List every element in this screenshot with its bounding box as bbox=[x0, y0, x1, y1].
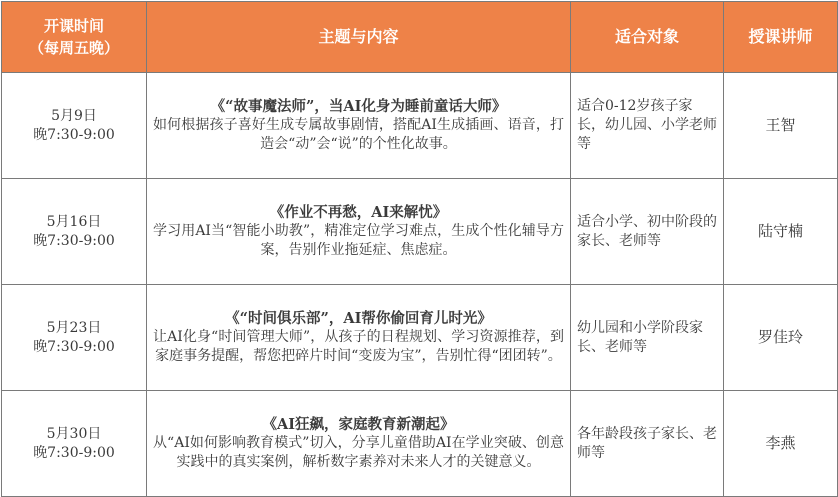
cell-teacher: 李燕 bbox=[724, 391, 838, 497]
table-row bbox=[2, 73, 838, 179]
cell-topic bbox=[147, 391, 571, 497]
cell-teacher: 陆守楠 bbox=[724, 179, 838, 285]
header-row bbox=[2, 2, 838, 73]
cell-audience: 幼儿园和小学阶段家长、老师等 bbox=[571, 285, 724, 391]
course-description: 从“AI如何影响教育模式”切入，分享儿童借助AI在学业突破、创意实践中的真实案例，解析数字素养对未来人才的关键意义。 bbox=[153, 435, 564, 470]
cell-time bbox=[2, 179, 147, 285]
session-time: 晚7:30-9:00 bbox=[33, 444, 115, 461]
cell-topic bbox=[147, 73, 571, 179]
session-time: 晚7:30-9:00 bbox=[33, 338, 115, 355]
header-audience: 适合对象 bbox=[571, 2, 724, 73]
cell-audience: 适合0-12岁孩子家长，幼儿园、小学老师等 bbox=[571, 73, 724, 179]
table-body bbox=[2, 73, 838, 497]
header-time bbox=[2, 2, 147, 73]
course-title: 《作业不再愁，AI来解忧》 bbox=[269, 204, 448, 221]
cell-time bbox=[2, 285, 147, 391]
session-time: 晚7:30-9:00 bbox=[33, 232, 115, 249]
cell-audience: 适合小学、初中阶段的家长、老师等 bbox=[571, 179, 724, 285]
table-row bbox=[2, 285, 838, 391]
course-title: 《“时间俱乐部”，AI帮你偷回育儿时光》 bbox=[225, 310, 492, 327]
session-time: 晚7:30-9:00 bbox=[33, 126, 115, 143]
session-date: 5月9日 bbox=[51, 107, 97, 124]
course-description: 让AI化身“时间管理大师”，从孩子的日程规划、学习资源推荐，到家庭事务提醒，帮您把碎片时间“变废为宝”，告别忙得“团团转”。 bbox=[153, 329, 564, 364]
header-time-label: 开课时间 bbox=[43, 17, 104, 35]
header-teacher: 授课讲师 bbox=[724, 2, 838, 73]
session-date: 5月30日 bbox=[46, 425, 102, 442]
course-description: 如何根据孩子喜好生成专属故事剧情，搭配AI生成插画、语音，打造会“动”会“说”的个性化故事。 bbox=[153, 117, 564, 152]
course-title: 《“故事魔法师”，当AI化身为睡前童话大师》 bbox=[210, 98, 507, 115]
cell-audience: 各年龄段孩子家长、老师等 bbox=[571, 391, 724, 497]
table-row bbox=[2, 179, 838, 285]
cell-teacher: 王智 bbox=[724, 73, 838, 179]
table-header bbox=[2, 2, 838, 73]
header-topic: 主题与内容 bbox=[147, 2, 571, 73]
course-schedule-table bbox=[1, 1, 838, 497]
table-row bbox=[2, 391, 838, 497]
cell-topic bbox=[147, 179, 571, 285]
course-title: 《AI狂飙，家庭教育新潮起》 bbox=[262, 416, 455, 433]
cell-time bbox=[2, 73, 147, 179]
session-date: 5月23日 bbox=[46, 319, 102, 336]
cell-teacher: 罗佳玲 bbox=[724, 285, 838, 391]
session-date: 5月16日 bbox=[46, 213, 102, 230]
cell-time bbox=[2, 391, 147, 497]
course-description: 学习用AI当“智能小助教”，精准定位学习难点，生成个性化辅导方案，告别作业拖延症、焦虑症。 bbox=[153, 223, 564, 258]
cell-topic bbox=[147, 285, 571, 391]
header-time-note: （每周五晚） bbox=[28, 39, 119, 57]
